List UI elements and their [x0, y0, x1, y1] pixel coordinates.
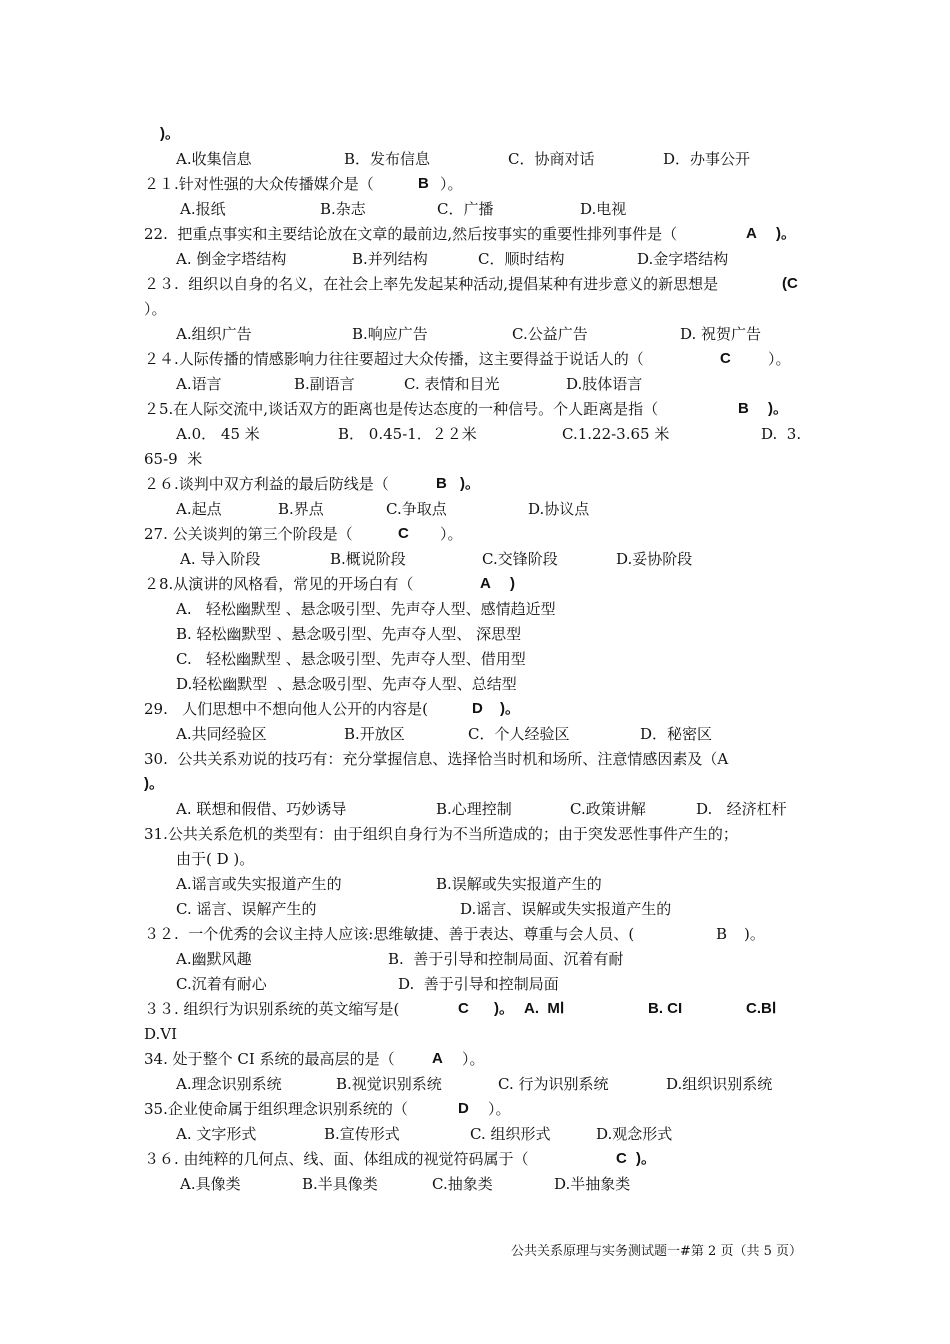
option-d: D.观念形式	[596, 1125, 673, 1143]
options-20	[0, 147, 950, 171]
option-33d: D.VⅠ	[144, 1025, 178, 1043]
question-34: 34. 处于整个 CI 系统的最高层的是（ A ）。	[0, 1047, 950, 1071]
options-22	[0, 247, 950, 271]
option-a: A.幽默风趣	[176, 950, 252, 968]
question-stem: 34. 处于整个 CI 系统的最高层的是（	[144, 1050, 395, 1068]
question-stem: ３２. 一个优秀的会议主持人应该:思维敏捷、善于表达、尊重与会人员、(	[144, 925, 635, 943]
option-a: A.组织广告	[176, 325, 252, 343]
question-stem: 27. 公关谈判的第三个阶段是（	[144, 525, 353, 543]
options-29	[0, 722, 950, 746]
question-35: 35.企业使命属于组织理念识别系统的（ D ）。	[0, 1097, 950, 1121]
option-c: C.抽象类	[432, 1175, 493, 1193]
option-d: D．秘密区	[640, 725, 713, 743]
answer: C	[616, 1150, 627, 1167]
option-c: C. 行为识别系统	[498, 1075, 609, 1093]
options-31-row2	[0, 897, 950, 921]
option-d: D.组织识别系统	[666, 1075, 773, 1093]
question-stem: 31.公共关系危机的类型有：由于组织自身行为不当所造成的；由于突发恶性事件产生的；	[144, 825, 738, 843]
option-a: A.报纸	[180, 200, 226, 218]
option-c: C. 谣言、误解产生的	[176, 900, 317, 918]
option-c: C.交锋阶段	[482, 550, 558, 568]
question-stem: 35.企业使命属于组织理念识别系统的（	[144, 1100, 408, 1118]
option-b: B.视觉识别系统	[336, 1075, 442, 1093]
option-c: C．协商对话	[508, 150, 595, 168]
option-d: D.金字塔结构	[637, 250, 729, 268]
option-b: B.宣传形式	[324, 1125, 400, 1143]
answer: D	[472, 700, 483, 717]
options-25	[0, 422, 950, 446]
option-b: B.并列结构	[352, 250, 428, 268]
option-d: D. 祝贺广告	[680, 325, 762, 343]
question-stem: ３６. 由纯粹的几何点、线、面、体组成的视觉符码属于（	[144, 1150, 529, 1168]
option-a: A. 导入阶段	[180, 550, 261, 568]
option-28a: A. 轻松幽默型 、悬念吸引型、先声夺人型、感情趋近型	[176, 600, 556, 618]
option-c: C．个人经验区	[468, 725, 570, 743]
option-b: B． 0.45-1．２２米	[338, 425, 477, 443]
options-31-row1	[0, 872, 950, 896]
option-c: C.BⅠ	[746, 1000, 777, 1017]
option-c: C. 表情和目光	[404, 375, 500, 393]
option-a: A. MⅠ	[524, 1000, 565, 1017]
option-b: B.误解或失实报道产生的	[436, 875, 602, 893]
question-stem: 29. 人们思想中不想向他人公开的内容是(	[144, 700, 429, 718]
option-28d: D.轻松幽默型 、悬念吸引型、先声夺人型、总结型	[176, 675, 517, 693]
options-32-row1	[0, 947, 950, 971]
question-31-tail: 由于( D )。	[176, 850, 255, 868]
options-34	[0, 1072, 950, 1096]
question-30	[0, 747, 950, 771]
option-d: D.肢体语言	[566, 375, 643, 393]
question-stem: ２5.在人际交流中,谈话双方的距离也是传达态度的一种信号。个人距离是指（	[144, 400, 659, 418]
answer: (C	[782, 275, 798, 292]
answer: C	[720, 350, 731, 367]
option-d: D.半抽象类	[554, 1175, 631, 1193]
option-b: B.半具像类	[302, 1175, 378, 1193]
question-stem: 22. 把重点事实和主要结论放在文章的最前边,然后按事实的重要性排列事件是（	[144, 225, 678, 243]
option-d: D. 经济杠杆	[696, 800, 787, 818]
option-a: A.共同经验区	[176, 725, 267, 743]
question-21: ２１.针对性强的大众传播媒介是（ B ）。	[0, 172, 950, 196]
answer: D	[458, 1100, 469, 1117]
option-b: B. 善于引导和控制局面、沉着有耐	[388, 950, 624, 968]
question-20-tail: )。	[160, 125, 180, 142]
footer-text: 公共关系原理与实务测试题一#第 2 页（共 5 页）	[511, 1244, 802, 1259]
options-23	[0, 322, 950, 346]
answer: B	[436, 475, 447, 492]
answer: B	[418, 175, 429, 192]
option-a: A.起点	[176, 500, 222, 518]
answer: A	[746, 225, 757, 242]
question-28: ２8.从演讲的风格看，常见的开场白有（ A )	[0, 572, 950, 596]
option-d: D. 3.	[761, 425, 802, 443]
option-d: D. 善于引导和控制局面	[398, 975, 559, 993]
answer: C	[398, 525, 409, 542]
question-stem: ２8.从演讲的风格看，常见的开场白有（	[144, 575, 414, 593]
option-b: B.杂志	[320, 200, 366, 218]
option-b: B．发布信息	[344, 150, 431, 168]
question-32: ３２. 一个优秀的会议主持人应该:思维敏捷、善于表达、尊重与会人员、( B )。	[0, 922, 950, 946]
question-stem: 30. 公共关系劝说的技巧有：充分掌握信息、选择恰当时机和场所、注意情感因素及（A	[144, 750, 729, 768]
option-d: D.协议点	[528, 500, 590, 518]
question-25: ２5.在人际交流中,谈话双方的距离也是传达态度的一种信号。个人距离是指（ B )。	[0, 397, 950, 421]
options-25-tail: 65-9 米	[144, 450, 203, 468]
question-27: 27. 公关谈判的第三个阶段是（ C ）。	[0, 522, 950, 546]
option-28b: B. 轻松幽默型 、悬念吸引型、先声夺人型、 深思型	[176, 625, 522, 643]
question-23	[0, 272, 950, 296]
option-a: A.理念识别系统	[176, 1075, 282, 1093]
option-d: D.电视	[580, 200, 627, 218]
option-a: A.谣言或失实报道产生的	[176, 875, 342, 893]
option-a: A.0． 45 米	[176, 425, 260, 443]
question-24: ２４.人际传播的情感影响力往往要超过大众传播，这主要得益于说话人的（ C ）。	[0, 347, 950, 371]
option-c: C.政策讲解	[570, 800, 646, 818]
option-b: B.响应广告	[352, 325, 428, 343]
option-b: B. CI	[648, 1000, 683, 1017]
options-21	[0, 197, 950, 221]
option-d: D．办事公开	[663, 150, 751, 168]
options-24	[0, 372, 950, 396]
answer: A	[432, 1050, 443, 1067]
options-30	[0, 797, 950, 821]
options-26	[0, 497, 950, 521]
option-b: B.副语言	[294, 375, 355, 393]
option-a: A.收集信息	[176, 150, 252, 168]
option-c: C. 组织形式	[470, 1125, 551, 1143]
option-c: C.争取点	[386, 500, 447, 518]
options-27	[0, 547, 950, 571]
option-b: B.心理控制	[436, 800, 512, 818]
answer: C	[458, 1000, 469, 1017]
option-a: A. 倒金字塔结构	[176, 250, 287, 268]
page-footer	[0, 1242, 950, 1262]
question-stem: ２１.针对性强的大众传播媒介是（	[144, 175, 374, 193]
option-c: C．顺时结构	[478, 250, 565, 268]
answer: A	[480, 575, 491, 592]
options-35	[0, 1122, 950, 1146]
answer: B	[738, 400, 749, 417]
question-23-tail: ）。	[144, 300, 167, 318]
option-b: B.开放区	[344, 725, 405, 743]
option-a: A.语言	[176, 375, 222, 393]
question-22: 22. 把重点事实和主要结论放在文章的最前边,然后按事实的重要性排列事件是（ A )。	[0, 222, 950, 246]
option-a: A. 联想和假借、巧妙诱导	[176, 800, 347, 818]
question-stem: ２６.谈判中双方利益的最后防线是（	[144, 475, 389, 493]
option-28c: C. 轻松幽默型 、悬念吸引型、先声夺人型、借用型	[176, 650, 526, 668]
options-32-row2	[0, 972, 950, 996]
option-a: A. 文字形式	[176, 1125, 257, 1143]
question-stem: ２４.人际传播的情感影响力往往要超过大众传播，这主要得益于说话人的（	[144, 350, 644, 368]
answer: B	[716, 925, 728, 943]
option-d: D.妥协阶段	[616, 550, 693, 568]
option-b: B.概说阶段	[330, 550, 406, 568]
option-c: C．广播	[437, 200, 494, 218]
option-a: A.具像类	[180, 1175, 241, 1193]
option-d: D.谣言、误解或失实报道产生的	[460, 900, 672, 918]
option-c: C.公益广告	[512, 325, 588, 343]
question-stem: ３３. 组织行为识别系统的英文缩写是(	[144, 1000, 400, 1018]
question-26: ２６.谈判中双方利益的最后防线是（ B )。	[0, 472, 950, 496]
options-36	[0, 1172, 950, 1196]
question-31	[0, 822, 950, 846]
question-36: ３６. 由纯粹的几何点、线、面、体组成的视觉符码属于（ C )。	[0, 1147, 950, 1171]
question-stem: ２３. 组织以自身的名义，在社会上率先发起某种活动,提倡某种有进步意义的新思想是	[144, 275, 719, 293]
question-33: ３３. 组织行为识别系统的英文缩写是( C )。 A. MⅠ B. CI C.BⅠ	[0, 997, 950, 1021]
question-29: 29. 人们思想中不想向他人公开的内容是( D )。	[0, 697, 950, 721]
option-c: C.沉着有耐心	[176, 975, 267, 993]
option-c: C.1.22-3.65 米	[562, 425, 670, 443]
option-b: B.界点	[278, 500, 324, 518]
question-30-tail: )。	[144, 775, 164, 792]
